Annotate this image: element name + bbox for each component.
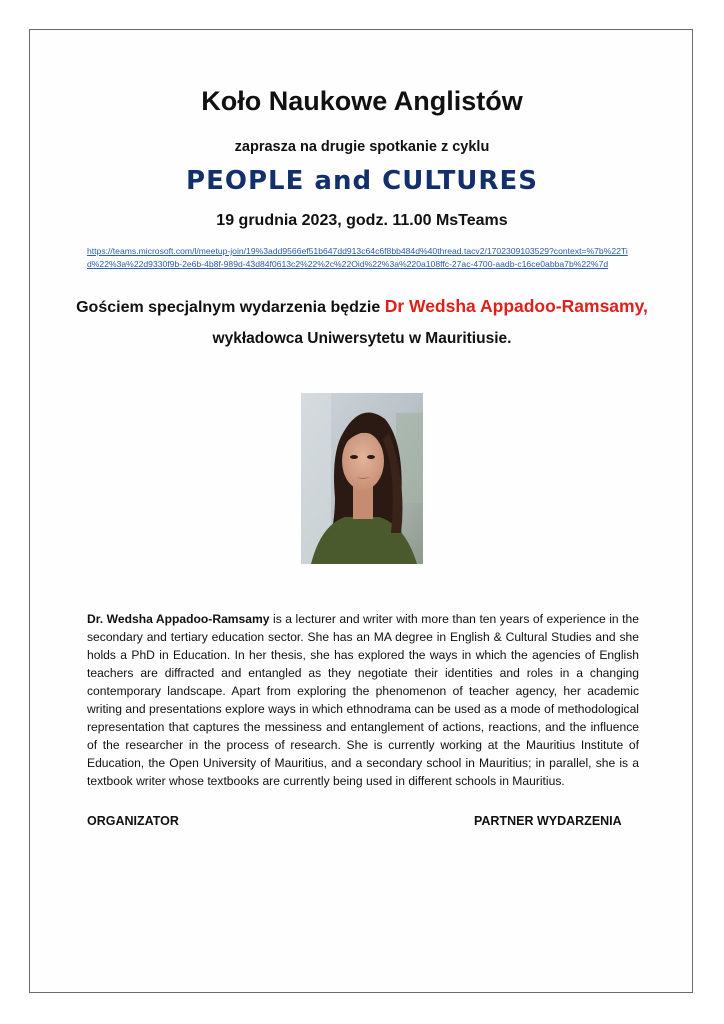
series-title: PEOPLE and CULTURES: [186, 166, 538, 196]
organizer-label: ORGANIZATOR: [87, 814, 179, 828]
guest-announcement: [0, 296, 724, 317]
guest-intro: Gościem specjalnym wydarzenia będzie: [76, 299, 381, 316]
event-datetime: 19 grudnia 2023, godz. 11.00 MsTeams: [216, 212, 508, 229]
speaker-bio: [87, 610, 639, 790]
partner-label: PARTNER WYDARZENIA: [474, 814, 622, 828]
invitation-subtitle: zaprasza na drugie spotkanie z cyklu: [234, 139, 490, 155]
guest-affiliation: wykładowca Uniwersytetu w Mauritiusie.: [212, 330, 512, 347]
bio-speaker-name: Dr. Wedsha Appadoo-Ramsamy: [87, 612, 270, 626]
bio-text: is a lecturer and writer with more than ten years of experience in the secondary and tertiary education sector. She has an MA degree in English & Cultural Studies and she holds a PhD in Education. In her thesis, she has explored the ways in which the agencies of English teachers are diffracted and entangled as they negotiate their identities and roles in a changing contemporary landscape. Apart from exploring the phenomenon of teacher agency, her academic writing and presentations explore ways in which ethnodrama can be used as a mode of methodological representation that captures the messiness and entanglement of actions, reactions, and the influence of the researcher in the process of research. She is currently working at the Mauritius Institute of Education, the Open University of Mauritius, and a secondary school in Mauritius; in parallel, she is a textbook writer whose textbooks are currently being used in different schools in Mauritius.: [87, 612, 639, 788]
guest-photo: [301, 393, 423, 564]
club-title: Koło Naukowe Anglistów: [201, 86, 523, 116]
guest-name: Dr Wedsha Appadoo-Ramsamy,: [384, 296, 648, 316]
teams-meeting-link[interactable]: https://teams.microsoft.com/l/meetup-join/19%3add9566ef51b647dd913c64c6f8bb484d%40thread.tacv2/1702309103529?context=%7b%22Tid%22%3a%22d9330f9b-2e6b-4b8f-989d-43d84f0613c2%22%2c%22Oid%22%3a%220a108ffc-27ac-4700-aadb-c16ce0abba7b%22%7d: [87, 246, 628, 269]
